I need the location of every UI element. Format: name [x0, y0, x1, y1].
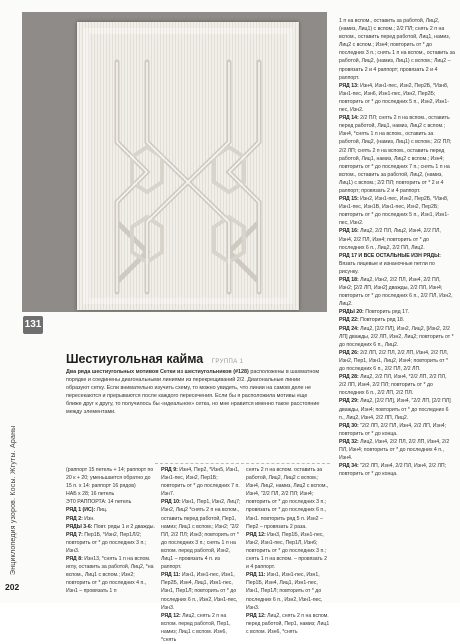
instruction-row [339, 276, 455, 308]
row-text: Изн1, Изн1-пес, Изн1, Пер2Б, Изн4, Лиц1, Изн1-пес, Изн1, Пер1Л; повторить от * до последних 6 п., Изн2, Изн1-пес, Изн3. [161, 572, 238, 611]
row-label: РЯД 13: [339, 82, 359, 89]
pattern-group: ГРУППА 1 [211, 359, 244, 365]
instruction-row [339, 227, 455, 251]
instruction-row [246, 531, 330, 571]
instructions-column-4 [339, 17, 455, 478]
row-text: Изн. [82, 515, 95, 522]
instruction-row [339, 325, 455, 349]
row-label: РЯД 30: [339, 422, 359, 429]
instruction-row [161, 571, 241, 611]
instruction-row [339, 308, 455, 316]
instruction-row [339, 373, 455, 397]
instruction-row [339, 82, 455, 114]
row-label: РЯД 8: [66, 556, 83, 563]
instruction-row [246, 466, 330, 531]
row-text: "2/2 ЛП, 2/2 ПЛ, Изн4, 2/2 ЛП, Изн4; повторить от * до конца. [339, 422, 447, 437]
running-title [6, 395, 20, 575]
row-text: Лиц2, снять 2 п на вспом. перед работой, Пер1, намиз; Лиц1 с вспом. Изн6, *снять [246, 612, 330, 635]
row-label: РЯД 14: [339, 115, 359, 122]
instruction-row [66, 490, 156, 498]
row-text: 2/2 ПЛ; снять 2 п на вспом., оставить перед работой, Лиц1, намиз, Лиц2 с вспом.; Изн4, *снять 1 п на вспом., оставить за работой, Лиц2, (намиз, Лиц1) с вспом.; 2/2 ПЛ; 2/2 ЛП; снять 2 п на вспом., оставить перед работой, Лиц1, намиз, Лиц2 с вспом.; Изн4; повторить от * до последних 7 п.; снять 1 п на вспом., оставить за работой, Лиц2, (намиз, Лиц1) с вспом.; 2/2 ПЛ; повторить от * 2 и 4 раппорт; провязать 2 и 4 раппорт. [339, 115, 452, 194]
instruction-row [161, 498, 241, 571]
row-label: РЯД 24: [339, 325, 359, 332]
row-text: Лиц2, 2/2 ПЛ, Изн4, *2/2 ЛП, 2/2 ПЛ, 2/2 ЛП, Изн4, 2/2 ПЛ; повторить от * до последних 6 п., 2/2 ЛП, 2/2 ПЛ. [339, 374, 447, 397]
row-text: Лиц2, Изн4, 2/2 ПЛ, 2/2 ЛП, Изн4, 2/2 ПЛ, Изн4; повторить от * до последних 4 п., Изн4. [339, 438, 450, 462]
row-text: Лиц2, [2/2 ПЛ], Изн4, "2/2 ЛП, [2/2 ПЛ] дважды, Изн4; повторить от * до последних 6 п., Лиц2, Изн4, 2/2 ЛП, Лиц2. [339, 398, 451, 421]
instruction-row [66, 466, 156, 490]
row-label: РЯД 32: [339, 438, 359, 445]
row-text: Лиц. [95, 507, 108, 514]
row-label: РЯД 16: [339, 228, 359, 235]
row-text: "2/2 ЛП, Изн4, 2/2 ПЛ, Изн4, 2/2 ЛП; повторить от * до конца. [339, 463, 447, 478]
row-text: Изн1, Пер1, Изн2, Лиц7; Изн2, Лиц2 *снять 2 п на вспом., оставить перед работой, Пер1, намиз; Лиц1 с вспом.; Изн2; "2/2 ПЛ, 2/2 ПЛ; Изн3; повторить от * до последних 3 п.; снять 1 п на вспом. перед работой, Изн2, Лиц1 – провязать 4 п. из раппорт. [161, 499, 241, 571]
row-text: Лиц2, снять 2 п на вспом. перед работой, Пер1, намиз; Лиц1 с вспом. Изн6, *снять [161, 612, 231, 643]
row-label: РЯД 12: [246, 531, 266, 538]
instruction-row [339, 349, 455, 373]
row-label: РЯД 7: [66, 531, 83, 538]
instruction-row [339, 114, 455, 195]
running-title-text: Энциклопедия узоров. Косы. Жгуты. Араны [10, 425, 17, 575]
row-text: Лиц2, Изн2, 2/2 ПЛ, Изн4, 2/2 ПЛ, Изн2; [2/2 ЛП, Изн2] дважды, 2/2 ПЛ, Изн4; повторить от * до последних 6 п., 2/2 ПЛ, Изн2, Лиц2. [339, 277, 453, 308]
instruction-row [66, 555, 156, 595]
intro-paragraph [66, 368, 324, 417]
row-text: НАБ x 28; 16 петель [66, 491, 115, 498]
instruction-row [161, 612, 241, 644]
row-label: РЯД 12: [161, 612, 181, 619]
row-text: Повторить ряд 18. [358, 317, 405, 324]
instruction-row [339, 17, 455, 82]
pattern-number-badge: 131 [23, 316, 43, 334]
row-label: РЯДЫ 20: [339, 309, 364, 316]
intro-rest: расположены в шахматном порядке и соединены диагональными линиями из перекрещиваний 2/2. Диагональные линии образуют сетку. Если внимательно изучить схему, то можно увидеть, что линии на самом деле не пересекаются и прерываются после каждого пересечения. Если бы я расположила мотивы еще ближе друг к другу, то получилось бы «идеальное» сетка, но мне нравится именно такое расстояние между элементами. [66, 369, 320, 416]
row-text: Вязать лицевые и изнаночные петли по рисунку. [339, 260, 435, 275]
section-divider [155, 463, 330, 464]
instruction-row [339, 462, 455, 478]
instructions-column-1 [66, 466, 156, 596]
row-label: РЯД 17 И ВСЕ ОСТАЛЬНЫЕ ИЗН РЯДЫ: [339, 252, 441, 259]
row-label: РЯД 15: [339, 196, 359, 203]
instruction-row [339, 422, 455, 438]
row-text: (раппорт 15 петель + 14; раппорт по 20 к + 20; уменьшается обратно до 15 п. x 14: раппорт 16 рядов) [66, 467, 154, 490]
row-text: Изн1, Изн1-пес, Изн1, Пер1Б, Изн4, Лиц1, Изн1-пес, Изн1, Пер1Л; повторить от * до последних 6 п., Изн2, Изн1-пес, Изн3. [246, 572, 323, 611]
row-text: Повторить ряд 17. [363, 309, 410, 316]
instruction-row [66, 506, 156, 514]
row-text: ЭТ0 РАППОРТА: 14 петель [66, 499, 132, 506]
row-text: Изн3, Пер1Б, Изн1-пес, Изн2, Изн1-пес, Пер1Л, Изн6; повторить от * до последних 3 п.; снять 1 п на вспом. – провязать 2 и 4 раппорт. [246, 531, 327, 571]
intro-lead: Два ряда шестиугольных мотивов Сетки из шестиугольников (#128) [66, 369, 249, 375]
instruction-row [339, 195, 455, 227]
section-heading [66, 350, 243, 368]
instruction-row [339, 252, 455, 276]
instruction-row [161, 466, 241, 498]
row-text: Пер1Б, *Изн2, Пер1Л/2; повторить от * до последних 3 п.; Изн3. [66, 531, 147, 554]
row-label: РЯД 9: [161, 467, 178, 473]
knitted-swatch [77, 22, 299, 310]
row-label: РЯД 11: [161, 572, 181, 579]
instruction-row [246, 612, 330, 636]
row-text: Изн2, Изн1-пес, Изн2, Пер2Б, *Изн8, Изн1-пес, Изн1В, Изн1-пес, Изн2, Пер2Б; повторить от * до последних 5 п., Изн1, Изн1-пес, Изн2. [339, 196, 449, 227]
page-number: 202 [5, 582, 20, 592]
instruction-row [246, 571, 330, 611]
row-label: РЯД 10: [161, 499, 181, 506]
row-label: РЯД 12: [246, 612, 266, 619]
swatch-photo [22, 12, 327, 312]
instructions-column-2 [161, 466, 241, 644]
row-label: РЯД 29: [339, 398, 359, 405]
instruction-row [66, 498, 156, 506]
row-text: 1 п на вспом., оставить за работой, Лиц2, (намиз, Лиц1) с вспом.; 2/2 ПЛ; снять 2 п на вспом., оставить перед работой, Лиц1, намиз, Лиц2 с вспом.; Изн4; повторить от * до последних 3 п.; снять 1 п на вспом., оставить за работой, Лиц2, (намиз, Лиц1) с вспом.; Лиц2 – провязать 2 и 4 раппорт; провязать 2 и 4 раппорт. [339, 18, 455, 81]
instruction-row [339, 316, 455, 324]
instructions-column-3 [246, 466, 330, 636]
cable-pattern-drawing [77, 22, 299, 310]
instruction-row [339, 438, 455, 462]
row-label: РЯД 2: [66, 515, 83, 522]
row-label: РЯД 26: [339, 349, 359, 356]
row-label: РЯД 11: [246, 572, 266, 579]
row-text: снять 2 п на вспом. оставить за работой, Лиц2, Лиц2 с вспом.; Изн4, Лиц2, намиз, Лиц2 с вспом., Изн4, "2/2 ПЛ, 2/2 ПЛ; Изн4; повторить от * до последних 3 п.; провязать от * до последних 6 п., Изн1. повторить ряд 5 п. Изн2 – Пер2 – провязать 2 раза. [246, 467, 329, 530]
instruction-row [339, 397, 455, 421]
row-label: РЯД 34: [339, 463, 359, 470]
row-text: Лиц2, 2/2 ПЛ, Лиц2, Изн4, 2/2 ПЛ, Изн4, 2/2 ПЛ, Изн4; повторить от * до последних 6 п., Лиц2, 2/2 ПЛ, Лиц2. [339, 228, 441, 251]
row-text: 2/2 ЛП, 2/2 ПЛ, 2/2 ЛП, Изн4, 2/2 ПЛ, Изн2, Пер1, Изн1, Лиц2, Изн4; повторить от * до последних 6 п., 2/2 ПЛ, 2/2 ЛП. [339, 349, 449, 373]
row-label: РЯД 1 (ИС): [66, 507, 96, 514]
row-label: РЯД 28: [339, 374, 359, 381]
row-text: Изн13, *снять 1 п на вспом. иглу, оставить за работой, Лиц2, *на вспом., Лиц1 с вспом.; Изн2; повторить от * до последних 4 п., Изн1 – провязать 1 п [66, 556, 154, 595]
row-label: РЯД 22: [339, 317, 359, 324]
instruction-row [66, 531, 156, 555]
row-label: РЯД 18: [339, 277, 359, 283]
instruction-row [66, 523, 156, 531]
row-label: РЯДЫ 3-6: [66, 523, 93, 530]
row-text: Изн4, Изн1-пес, Изн2, Пер2Б, *Изн8, Изн1-пес, Изн6, Изн1-пес, Изн2, Пер2Б; повторить от * до последних 5 п., Изн2, Изн1-пес, Изн2. [339, 82, 449, 114]
row-text: Лиц2, [2/2 ПЛ], Изн2, Лиц2, [Изн2, 2/2 ЛП] дважды, 2/2 ЛП, Изн2, Лиц2; повторить от * до последних 6 п., Лиц2. [339, 325, 454, 348]
instruction-row [66, 515, 156, 523]
row-text: Повт. ряды 1 и 2 дважды. [92, 523, 155, 530]
row-text: Изн4, Пер2, *Изн5, Изн1, Изн1-пес, Изн2, Пер1Б; повторить от * до последних 7 п. Изн7. [161, 467, 240, 498]
pattern-title: Шестиугольная кайма [66, 352, 204, 366]
